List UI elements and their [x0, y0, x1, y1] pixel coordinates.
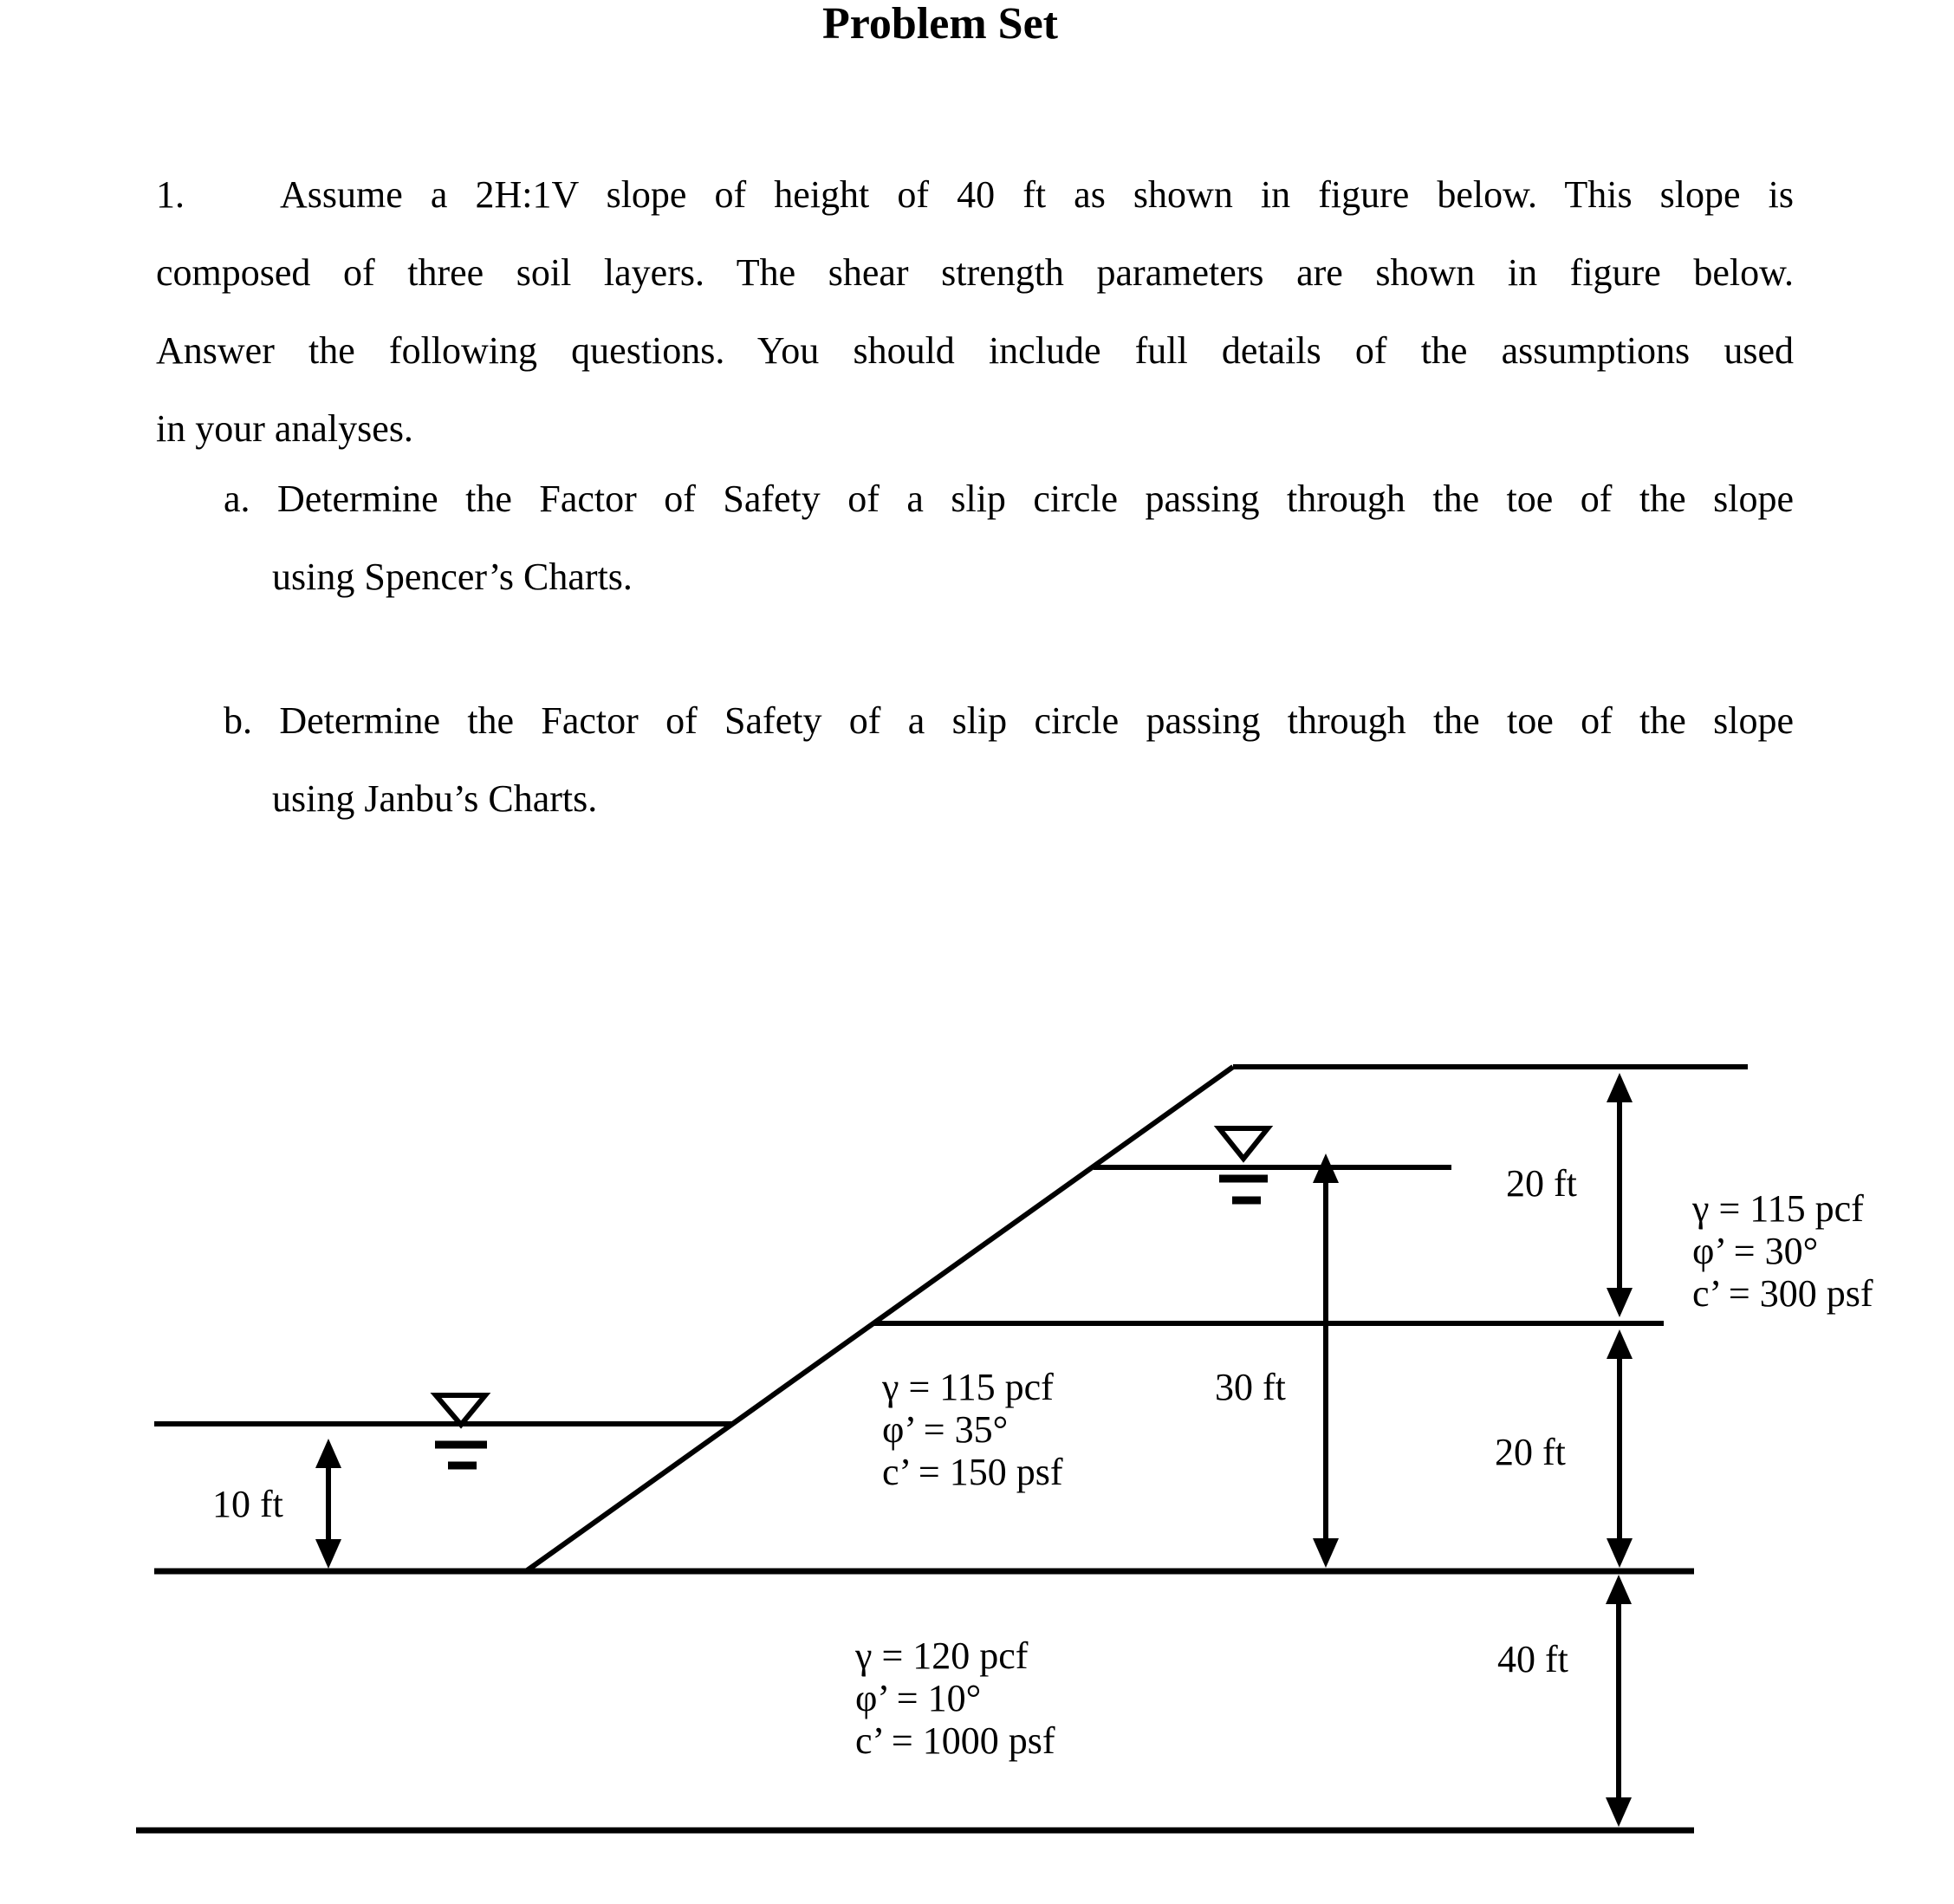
dim-label-30ft: 30 ft: [1215, 1366, 1286, 1408]
soil-middle-cohesion: c’ = 150 psf: [882, 1451, 1063, 1493]
item-b-line-2: using Janbu’s Charts.: [272, 777, 598, 820]
soil-middle-unit-weight: γ = 115 pcf: [882, 1366, 1054, 1408]
slope-face-line: [526, 1067, 1233, 1571]
item-a-line-2: using Spencer’s Charts.: [272, 556, 633, 598]
soil-lower-unit-weight: γ = 120 pcf: [855, 1634, 1029, 1677]
page-title: Problem Set: [822, 0, 1058, 49]
water-table-triangle: [1219, 1128, 1268, 1159]
dim-label-10ft: 10 ft: [212, 1483, 283, 1525]
dim-label-40ft: 40 ft: [1497, 1638, 1568, 1680]
paragraph-text-1: Assume a 2H:1V slope of height of 40 ft as shown in figure below. This slope is: [280, 173, 1794, 216]
water-table-icon: [435, 1395, 487, 1465]
soil-upper-cohesion: c’ = 300 psf: [1692, 1272, 1873, 1315]
soil-lower-friction-angle: φ’ = 10°: [855, 1677, 982, 1719]
dim-label-20ft-top: 20 ft: [1506, 1162, 1577, 1205]
dimension-arrow-10ft: [315, 1439, 341, 1569]
item-a-text: Determine the Factor of Safety of a slip circle passing through the toe of the slope: [277, 478, 1794, 520]
soil-upper-friction-angle: φ’ = 30°: [1692, 1230, 1819, 1272]
soil-properties-middle-layer: [882, 1366, 1063, 1493]
problem-paragraph-line-3: Answer the following questions. You should include full details of the assumptions used: [156, 329, 1794, 372]
soil-properties-lower-layer: [855, 1634, 1055, 1762]
dimension-arrow-20ft-middle: [1607, 1329, 1633, 1568]
problem-number: 1.: [156, 173, 185, 216]
dimension-arrow-30ft: [1313, 1153, 1339, 1568]
problem-paragraph-line-4: in your analyses.: [156, 407, 413, 450]
soil-middle-friction-angle: φ’ = 35°: [882, 1408, 1009, 1451]
dimension-arrow-20ft-top: [1607, 1073, 1633, 1317]
water-table-icon: [1219, 1128, 1268, 1200]
soil-upper-unit-weight: γ = 115 pcf: [1692, 1187, 1864, 1230]
item-b-text: Determine the Factor of Safety of a slip circle passing through the toe of the slope: [279, 699, 1794, 742]
item-a-label: a.: [224, 478, 250, 520]
item-b-label: b.: [224, 699, 252, 742]
soil-properties-upper-layer: [1692, 1187, 1873, 1315]
water-table-triangle: [436, 1395, 485, 1425]
soil-lower-cohesion: c’ = 1000 psf: [855, 1719, 1055, 1762]
problem-paragraph-line-2: composed of three soil layers. The shear strength parameters are shown in figure below.: [156, 251, 1794, 294]
dimension-arrow-40ft: [1606, 1575, 1632, 1827]
dim-label-20ft-middle: 20 ft: [1495, 1431, 1566, 1473]
